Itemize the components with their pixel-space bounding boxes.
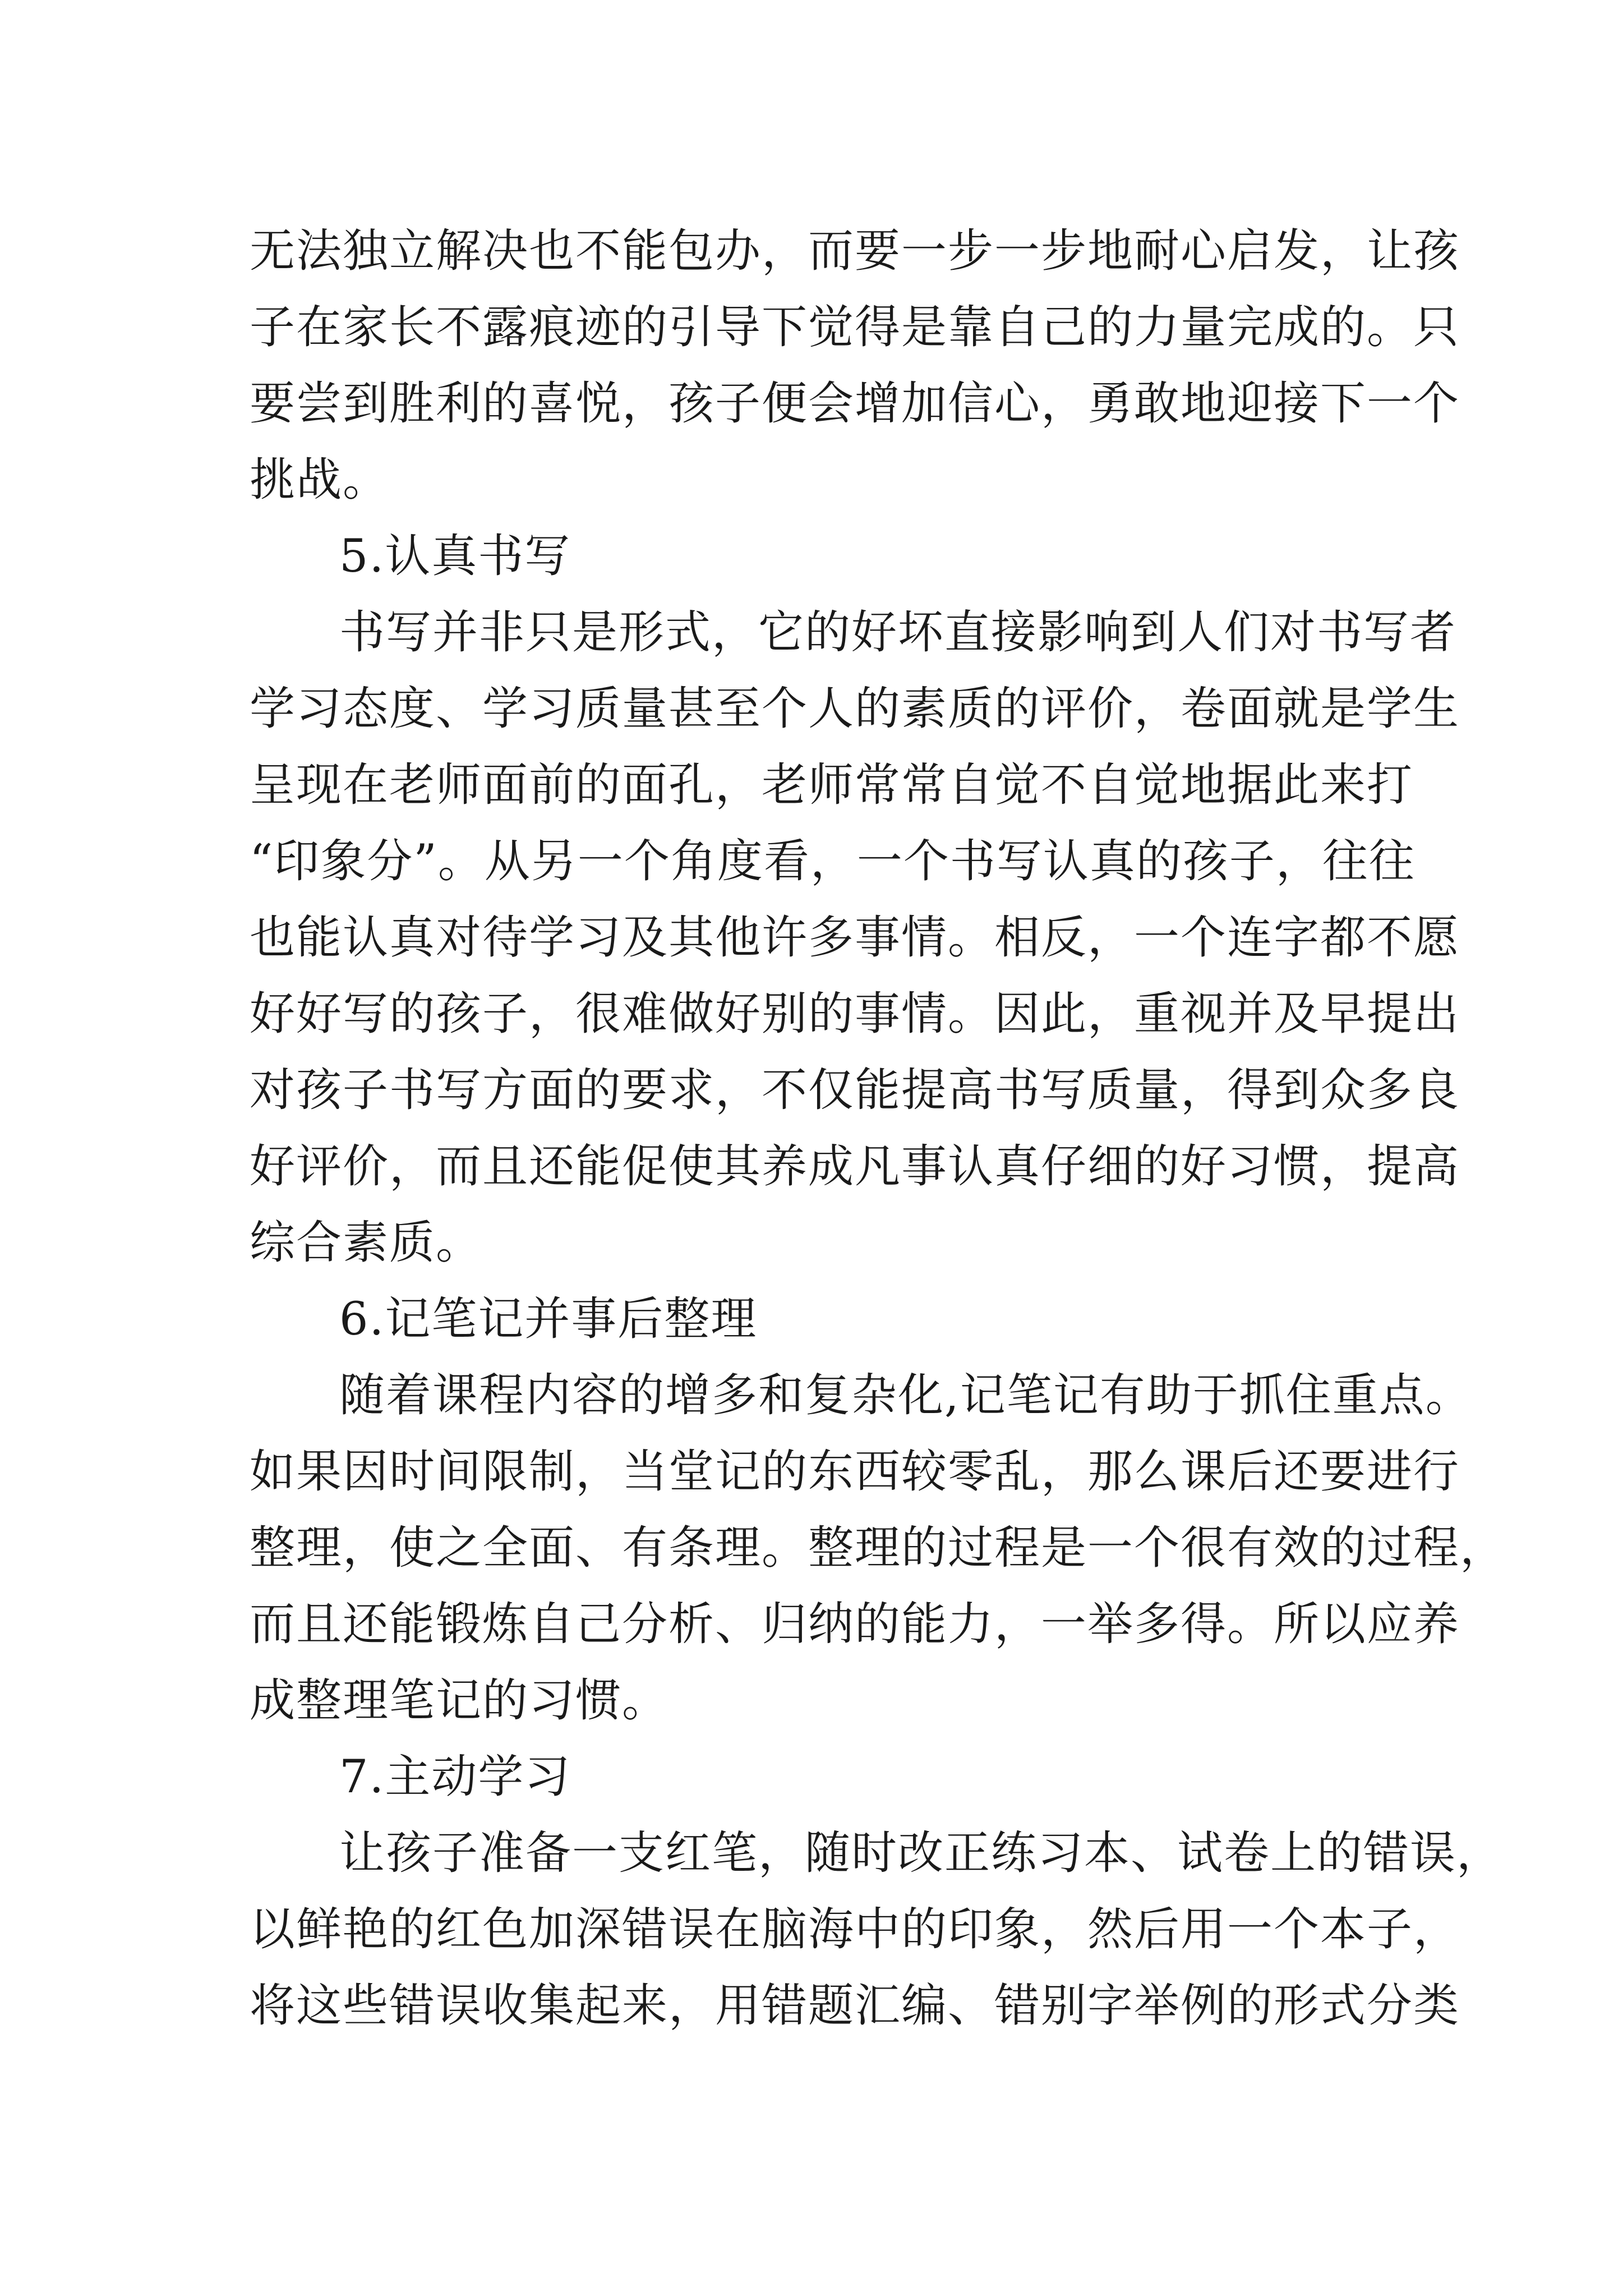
text-line: 以鲜艳的红色加深错误在脑海中的印象，然后用一个本子， <box>250 1903 1460 1956</box>
text-line: 将这些错误收集起来，用错题汇编、错别字举例的形式分类 <box>250 1980 1460 2032</box>
section-heading: 5.认真书写 <box>339 530 571 583</box>
text-line: 随着课程内容的增多和复杂化,记笔记有助于抓住重点。 <box>339 1369 1472 1422</box>
text-line: 无法独立解决也不能包办，而要一步一步地耐心启发，让孩 <box>250 225 1460 278</box>
text-line: 好好写的孩子，很难做好别的事情。因此，重视并及早提出 <box>250 988 1460 1041</box>
text-line: 要尝到胜利的喜悦，孩子便会增加信心，勇敢地迎接下一个 <box>250 378 1460 430</box>
text-line: 子在家长不露痕迹的引导下觉得是靠自己的力量完成的。只 <box>250 301 1460 354</box>
text-line: 对孩子书写方面的要求，不仅能提高书写质量，得到众多良 <box>250 1064 1460 1117</box>
text-line: 而且还能锻炼自己分析、归纳的能力，一举多得。所以应养 <box>250 1598 1460 1651</box>
section-heading: 7.主动学习 <box>339 1751 571 1803</box>
text-line: 好评价，而且还能促使其养成凡事认真仔细的好习惯，提高 <box>250 1140 1460 1193</box>
text-line: 综合素质。 <box>250 1217 483 1269</box>
text-line: 整理，使之全面、有条理。整理的过程是一个很有效的过程， <box>250 1522 1507 1575</box>
text-line: “印象分”。从另一个角度看，一个书写认真的孩子，往往 <box>250 835 1415 888</box>
text-line: 如果因时间限制，当堂记的东西较零乱，那么课后还要进行 <box>250 1446 1460 1498</box>
section-heading: 6.记笔记并事后整理 <box>339 1293 758 1346</box>
text-line: 挑战。 <box>250 454 390 507</box>
text-line: 让孩子准备一支红笔，随时改正练习本、试卷上的错误， <box>339 1827 1504 1880</box>
text-line: 书写并非只是形式，它的好坏直接影响到人们对书写者 <box>339 606 1457 659</box>
text-line: 呈现在老师面前的面孔，老师常常自觉不自觉地据此来打 <box>250 759 1414 812</box>
text-line: 成整理笔记的习惯。 <box>250 1674 669 1727</box>
text-line: 学习态度、学习质量甚至个人的素质的评价，卷面就是学生 <box>250 683 1460 735</box>
text-line: 也能认真对待学习及其他许多事情。相反，一个连字都不愿 <box>250 912 1460 964</box>
body-text <box>250 213 1507 2044</box>
